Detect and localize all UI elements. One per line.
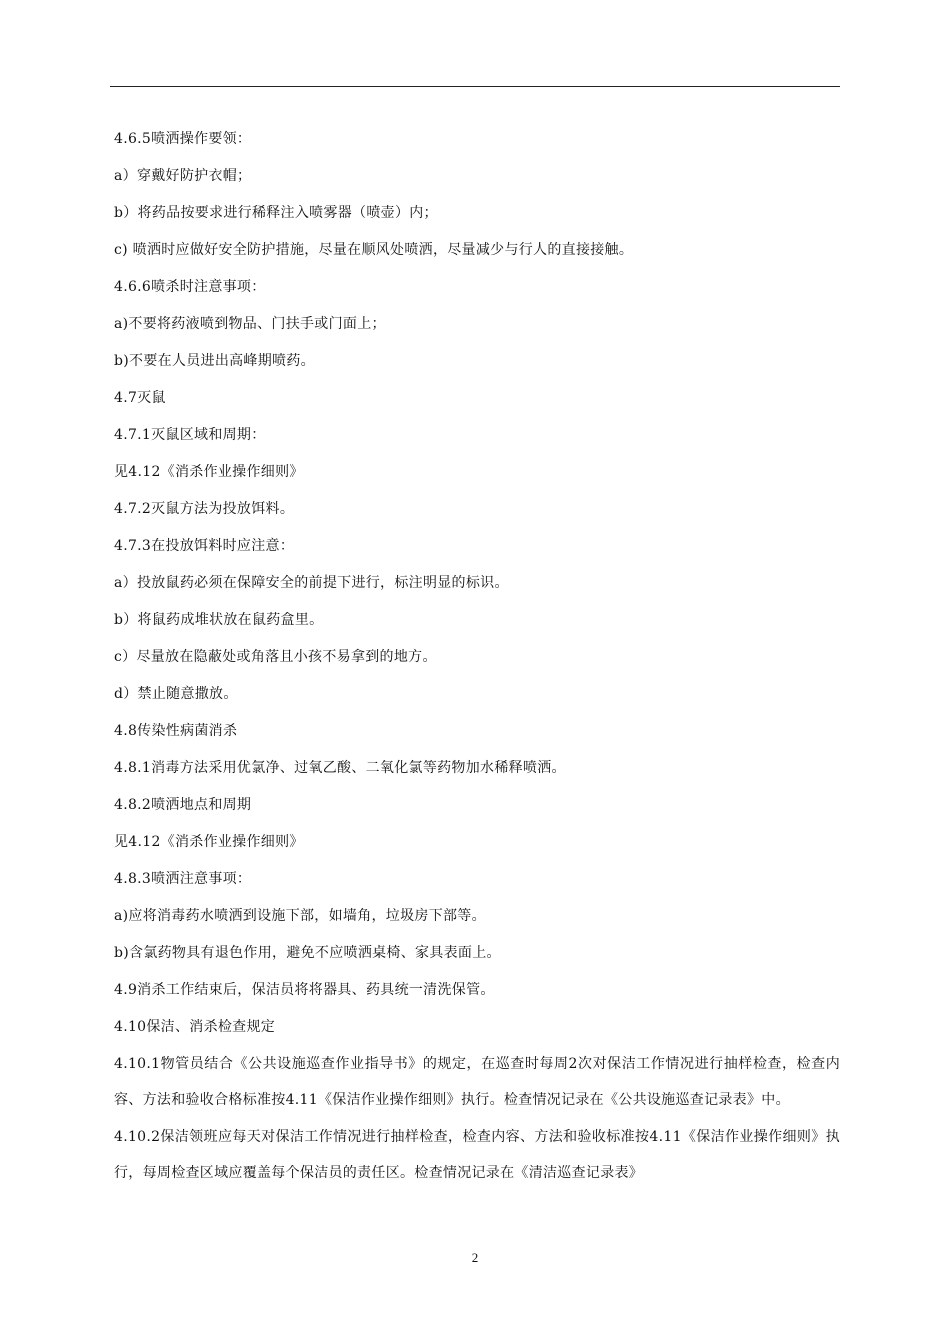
list-item: a）投放鼠药必须在保障安全的前提下进行，标注明显的标识。 (114, 575, 509, 591)
page-number: 2 (471, 1250, 479, 1265)
section-4-10-heading: 4.10保洁、消杀检查规定 (114, 1019, 276, 1035)
list-item: b）将鼠药成堆状放在鼠药盒里。 (114, 612, 324, 628)
section-4-7-heading: 4.7灭鼠 (114, 390, 166, 406)
section-4-7-3-heading: 4.7.3在投放饵料时应注意： (114, 538, 295, 554)
section-4-10-1-paragraph: 4.10.1物管员结合《公共设施巡查作业指导书》的规定，在巡查时每周2次对保洁工作情况进行抽样检查，检查内容、方法和验收合格标准按4.11《保洁作业操作细则》执行。检查情况记录在《公共设施巡查记录表》中。 (114, 1056, 840, 1108)
section-4-6-6-heading: 4.6.6喷杀时注意事项： (114, 279, 266, 295)
reference-line: 见4.12《消杀作业操作细则》 (114, 464, 304, 480)
list-item: a）穿戴好防护衣帽； (114, 168, 252, 184)
list-item: c）尽量放在隐蔽处或角落且小孩不易拿到的地方。 (114, 649, 437, 665)
section-4-8-2-heading: 4.8.2喷洒地点和周期 (114, 797, 252, 813)
header-rule (110, 86, 840, 87)
list-item: b）将药品按要求进行稀释注入喷雾器（喷壶）内； (114, 205, 438, 221)
section-4-8-heading: 4.8传染性病菌消杀 (114, 723, 238, 739)
list-item: a)应将消毒药水喷洒到设施下部，如墙角，垃圾房下部等。 (114, 908, 486, 924)
list-item: a)不要将药液喷到物品、门扶手或门面上； (114, 316, 386, 332)
list-item: c) 喷洒时应做好安全防护措施，尽量在顺风处喷洒，尽量减少与行人的直接接触。 (114, 242, 634, 258)
section-4-8-3-heading: 4.8.3喷洒注意事项： (114, 871, 252, 887)
section-4-10-2-paragraph: 4.10.2保洁领班应每天对保洁工作情况进行抽样检查，检查内容、方法和验收标准按4.11《保洁作业操作细则》执行，每周检查区域应覆盖每个保洁员的责任区。检查情况记录在《清洁巡查记录表》 (114, 1129, 840, 1181)
section-4-7-1-heading: 4.7.1灭鼠区域和周期： (114, 427, 266, 443)
reference-line: 见4.12《消杀作业操作细则》 (114, 834, 304, 850)
section-4-6-5-heading: 4.6.5喷洒操作要领： (114, 131, 252, 147)
section-4-9-text: 4.9消杀工作结束后，保洁员将将器具、药具统一清洗保管。 (114, 982, 495, 998)
list-item: d）禁止随意撒放。 (114, 686, 238, 702)
list-item: b)不要在人员进出高峰期喷药。 (114, 353, 315, 369)
list-item: b)含氯药物具有退色作用，避免不应喷洒桌椅、家具表面上。 (114, 945, 501, 961)
section-4-8-1-text: 4.8.1消毒方法采用优氯净、过氧乙酸、二氧化氯等药物加水稀释喷洒。 (114, 760, 566, 776)
document-body (114, 121, 840, 1192)
section-4-7-2-text: 4.7.2灭鼠方法为投放饵料。 (114, 501, 295, 517)
